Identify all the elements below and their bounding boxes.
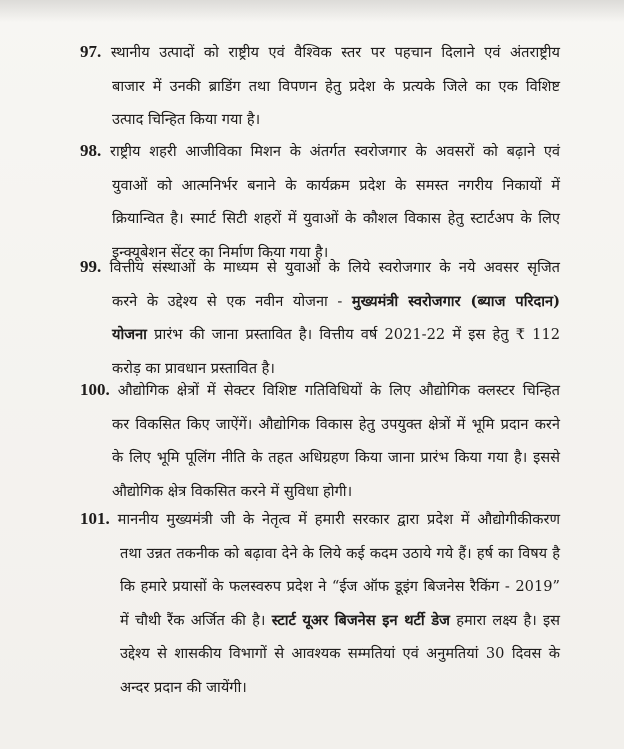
paragraph-line: इन्क्यूबेशन सेंटर का निर्माण किया गया है। [112,243,329,261]
paragraph-line: में चौथी रैंक अर्जित की है। [120,611,266,629]
scheme-name-bold: मुख्यमंत्री स्वरोजगार (ब्याज परिदान) [351,292,561,310]
paragraph-line: वित्तीय संस्थाओं के माध्यम से युवाओं के लिये स्वरोजगार के नये अवसर सृजित [109,259,560,276]
paragraph-line: औद्योगिक क्षेत्र विकसित करने में सुविधा होगी। [112,482,353,500]
paragraph-number: 99. [80,257,102,276]
paragraph-100 [80,373,560,508]
paragraph-line: माननीय मुख्यमंत्री जी के नेतृत्व में हमारी सरकार द्वारा प्रदेश में औद्योगीकीकरण [117,511,561,528]
paragraph-number: 101. [80,509,110,528]
paragraph-line: उत्पाद चिन्हित किया गया है। [112,111,261,128]
paragraph-line: क्रियान्वित है। स्मार्ट सिटी शहरों में युवाओं के कौशल विकास हेतु स्टार्टअप के लिए [112,210,560,227]
paragraph-line: बाजार में उनकी ब्राडिंग तथा विपणन हेतु प्रदेश के प्रत्यके जिले का एक विशिष्ट [112,77,560,95]
paragraph-line: कर विकसित किए जाऐंगें। औद्योगिक विकास हेतु उपयुक्त क्षेत्रों में भूमि प्रदान करने [112,415,560,433]
paragraph-line: करोड़ का प्रावधान प्रस्तावित है। [112,359,275,377]
paragraph-line: हमारा लक्ष्य है। इस [456,611,561,629]
paragraph-line: अन्दर प्रदान की जायेंगी। [120,678,247,696]
paragraph-number: 98. [80,141,102,160]
paragraph-line: औद्योगिक क्षेत्रों में सेक्टर विशिष्ट गतिविधियों के लिए औद्योगिक क्लस्टर चिन्हित [117,382,560,399]
slogan-bold: स्टार्ट यूअर बिजनेस इन थर्टी डेज [271,611,450,629]
paragraph-line: कि हमारे प्रयासों के फलस्वरुप प्रदेश ने “ईज ऑफ डूइंग बिजनेस रैकिंग - 2019” [120,578,560,595]
paragraph-99 [80,250,560,385]
scheme-name-bold: योजना [112,326,147,343]
paragraph-line: करने के उद्देश्य से एक नवीन योजना - [112,292,343,310]
paragraph-line: युवाओं को आत्मनिर्भर बनाने के कार्यक्रम प्रदेश के समस्त नगरीय निकायों में [112,176,560,194]
paragraph-line: स्थानीय उत्पादों को राष्ट्रीय एवं वैश्विक स्तर पर पहचान दिलाने एवं अंतराष्ट्रीय [110,44,561,61]
paragraph-number: 100. [80,380,110,399]
paragraph-97 [80,35,560,137]
page-top-shadow [0,0,624,22]
paragraph-98 [80,134,560,269]
paragraph-line: के लिए भूमि पूलिंग नीति के तहत अधिग्रहण किया जाना प्रारंभ किया गया है। इससे [112,449,560,466]
paragraph-line: उद्देश्य से शासकीय विभागों से आवश्यक सम्मतियां एवं अनुमतियां 30 दिवस के [120,645,560,662]
paragraph-line: राष्ट्रीय शहरी आजीविका मिशन के अंतर्गत स्वरोजगार के अवसरों को बढ़ाने एवं [109,143,561,160]
paragraph-line: तथा उन्नत तकनीक को बढ़ावा देने के लिये कई कदम उठाये गये हैं। हर्ष का विषय है [120,544,560,562]
paragraph-number: 97. [80,42,102,61]
paragraph-101 [80,502,560,704]
paragraph-line: प्रारंभ की जाना प्रस्तावित है। वित्तीय वर्ष 2021-22 में इस हेतु ₹ 112 [154,326,561,343]
